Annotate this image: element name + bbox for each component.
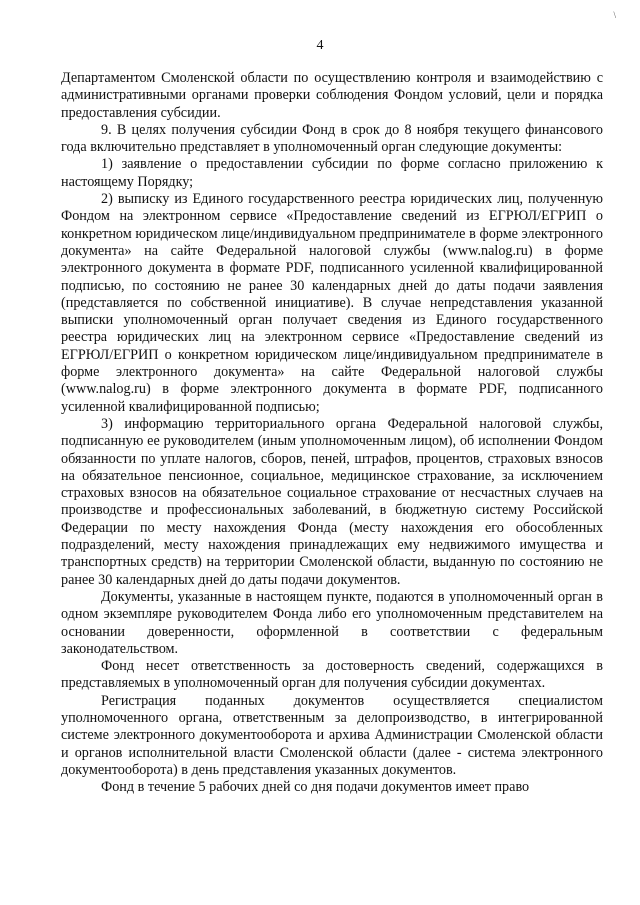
paragraph-subitem-1: 1) заявление о предоставлении субсидии по форме согласно приложению к настоящему Порядку;: [61, 156, 603, 190]
corner-mark: \: [613, 10, 616, 20]
paragraph-item-9: 9. В целях получения субсидии Фонд в срок до 8 ноября текущего финансового года включительно представляет в уполномоченный орган следующие документы:: [61, 121, 603, 156]
paragraph-registration: Регистрация поданных документов осуществляется специалистом уполномоченного органа, ответственным за делопроизводство, в интегрированной системе электронного документооборота и архива Администрации Смоленской области и органов исполнительной власти Смоленской области (далее - система электронного документооборота) в день представления указанных документов.: [61, 692, 603, 778]
paragraph-responsibility: Фонд несет ответственность за достоверность сведений, содержащихся в представляемых в уполномоченный орган для получения субсидии документах.: [61, 658, 603, 692]
paragraph-subitem-3: 3) информацию территориального органа Федеральной налоговой службы, подписанную ее руководителем (иным уполномоченным лицом), об исполнении Фондом обязанности по уплате налогов, сборов, пеней, штрафов, процентов, страховых взносов на обязательное пенсионное, социальное, медицинское страхование, за исключением страховых взносов на обязательное социальное страхование от несчастных случаев на производстве и профессиональных заболеваний, в бюджетную систему Российской Федерации по месту нахождения Фонда (месту нахождения его обособленных подразделений, месту нахождения принадлежащих ему недвижимого имущества и транспортных средств) на территории Смоленской области, выданную по состоянию не ранее 30 календарных дней до даты подачи документов.: [61, 415, 603, 588]
page-number: 4: [316, 38, 324, 53]
document-body: [61, 70, 603, 796]
paragraph-documents-submission: Документы, указанные в настоящем пункте, подаются в уполномоченный орган в одном экземпляре руководителем Фонда либо его уполномоченным представителем на основании доверенности, оформленной в соответствии с федеральным законодательством.: [61, 588, 603, 657]
paragraph-right-to-withdraw: Фонд в течение 5 рабочих дней со дня подачи документов имеет право: [101, 779, 530, 796]
paragraph-continuation: Департаментом Смоленской области по осуществлению контроля и взаимодействию с административными органами проверки соблюдения Фондом условий, цели и порядка предоставления субсидии.: [61, 70, 603, 121]
paragraph-subitem-2: 2) выписку из Единого государственного реестра юридических лиц, полученную Фондом на электронном сервисе «Предоставление сведений из ЕГРЮЛ/ЕГРИП о конкретном юридическом лице/индивидуальном предпринимателе в форме электронного документа» на сайте Федеральной налоговой службы (www.nalog.ru) в форме электронного документа в формате PDF, подписанного усиленной квалифицированной подписью, по состоянию не ранее 30 календарных дней до даты подачи заявления (представляется по собственной инициативе). В случае непредставления указанной выписки уполномоченный орган получает сведения из Единого государственного реестра юридических лиц на электронном сервисе «Предоставление сведений из ЕГРЮЛ/ЕГРИП о конкретном юридическом лице/индивидуальном предпринимателе в форме электронного документа» на сайте Федеральной налоговой службы (www.nalog.ru) в форме электронного документа в формате PDF, подписанного усиленной квалифицированной подписью;: [61, 191, 603, 415]
